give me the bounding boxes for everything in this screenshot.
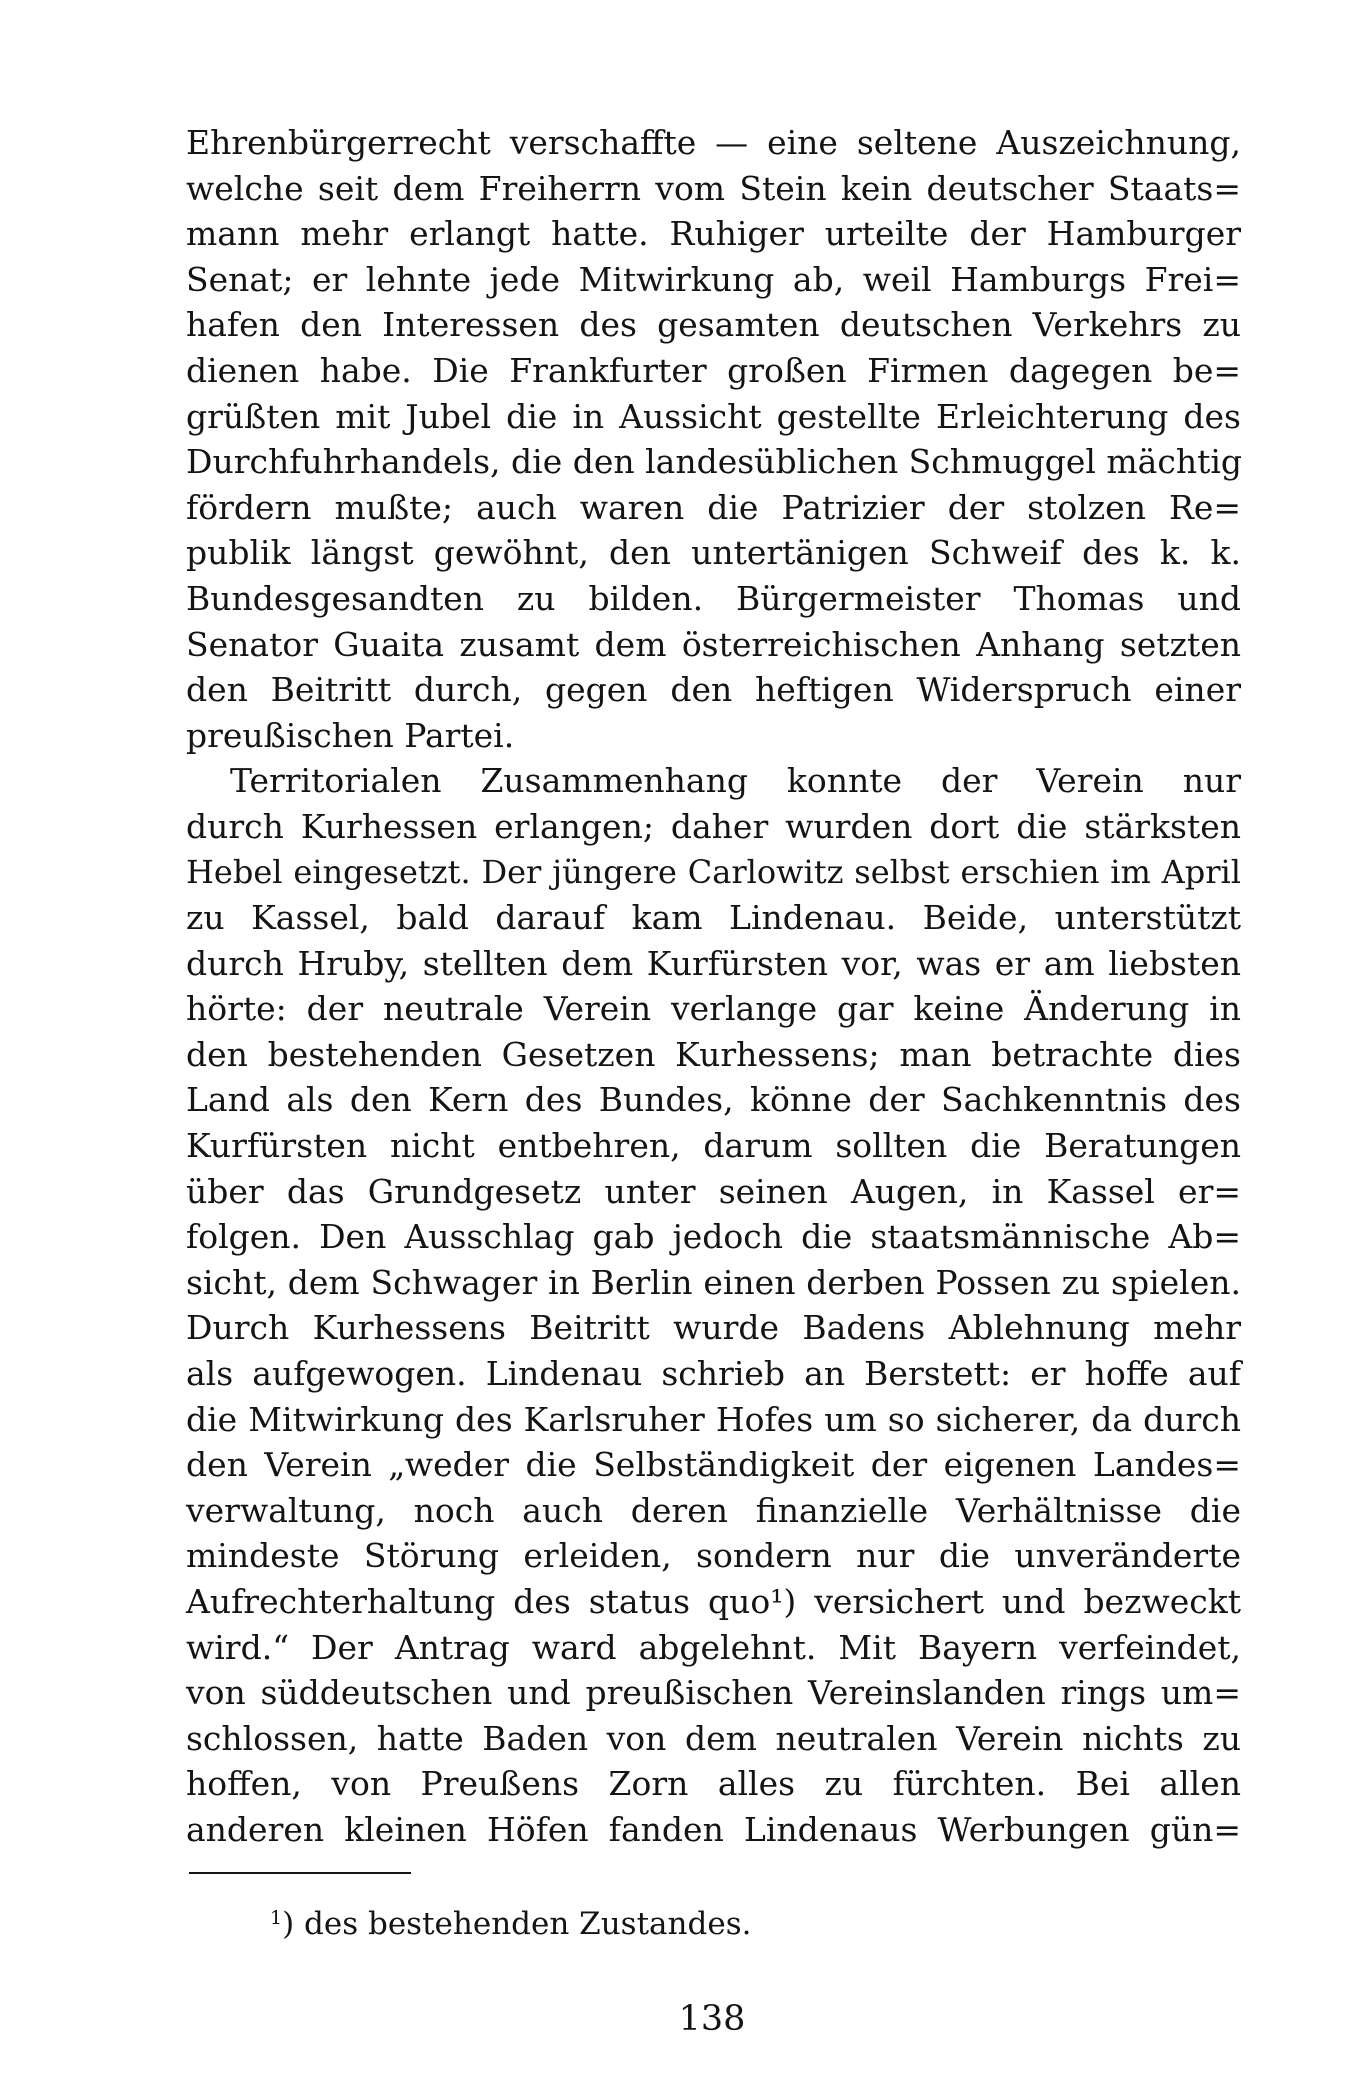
text-line: Kurfürsten nicht entbehren, darum sollten die Beratungen <box>186 1126 1241 1166</box>
text-line: grüßten mit Jubel die in Aussicht gestellte Erleichterung des <box>186 396 1241 436</box>
text-line: welche seit dem Freiherrn vom Stein kein deutscher Staats= <box>186 168 1241 208</box>
text-line: anderen kleinen Höfen fanden Lindenaus Werbungen gün= <box>186 1809 1241 1849</box>
text-line: Durchfuhrhandels, die den landesüblichen Schmuggel mächtig <box>186 442 1243 482</box>
text-line: dienen habe. Die Frankfurter großen Firmen dagegen be= <box>186 350 1241 390</box>
footnote-text: ) des bestehenden Zustandes. <box>282 1906 752 1942</box>
text-line: Durch Kurhessens Beitritt wurde Badens Ablehnung mehr <box>186 1308 1241 1348</box>
text-line: Senat; er lehnte jede Mitwirkung ab, weil Hamburgs Frei= <box>186 259 1241 299</box>
paragraph <box>186 758 1241 1852</box>
text-line: Ehrenbürgerrecht verschaffte — eine seltene Auszeichnung, <box>186 123 1241 162</box>
text-line: preußischen Partei. <box>186 715 515 755</box>
text-line: verwaltung, noch auch deren finanzielle Verhältnisse die <box>186 1490 1241 1530</box>
text-line: den bestehenden Gesetzen Kurhessens; man betrachte dies <box>186 1034 1241 1074</box>
text-line: Territorialen Zusammenhang konnte der Verein nur <box>230 761 1241 801</box>
text-line: durch Hruby, stellten dem Kurfürsten vor, was er am liebsten <box>186 943 1241 983</box>
text-line: mann mehr erlangt hatte. Ruhiger urteilte der Hamburger <box>186 214 1241 254</box>
text-line: durch Kurhessen erlangen; daher wurden dort die stärksten <box>186 806 1241 846</box>
text-line: wird.“ Der Antrag ward abgelehnt. Mit Bayern verfeindet, <box>186 1627 1241 1667</box>
text-line: schlossen, hatte Baden von dem neutralen Verein nichts zu <box>186 1718 1241 1758</box>
text-line: von süddeutschen und preußischen Vereinslanden rings um= <box>186 1673 1241 1713</box>
text-line: Hebel eingesetzt. Der jüngere Carlowitz selbst erschien im April <box>186 852 1241 891</box>
footnote-divider <box>189 1872 411 1874</box>
text-line: fördern mußte; auch waren die Patrizier der stolzen Re= <box>186 487 1241 527</box>
text-line: hörte: der neutrale Verein verlange gar keine Änderung in <box>186 989 1241 1029</box>
text-line: Land als den Kern des Bundes, könne der Sachkenntnis des <box>186 1080 1241 1120</box>
text-line: den Beitritt durch, gegen den heftigen Widerspruch einer <box>186 670 1241 710</box>
text-line: die Mitwirkung des Karlsruher Hofes um so sicherer, da durch <box>186 1399 1241 1439</box>
footnote <box>270 1896 751 1940</box>
body-text <box>186 120 1241 1853</box>
text-line: Bundesgesandten zu bilden. Bürgermeister Thomas und <box>186 578 1241 618</box>
text-line: über das Grundgesetz unter seinen Augen, in Kassel er= <box>186 1171 1241 1211</box>
footnote-marker: 1 <box>270 1907 283 1929</box>
text-line: hoffen, von Preußens Zorn alles zu fürchten. Bei allen <box>186 1764 1241 1804</box>
text-line: mindeste Störung erleiden, sondern nur die unveränderte <box>186 1536 1241 1576</box>
page-number <box>0 1997 1370 2041</box>
text-line: als aufgewogen. Lindenau schrieb an Berstett: er hoffe auf <box>186 1354 1241 1394</box>
text-line: zu Kassel, bald darauf kam Lindenau. Beide, unterstützt <box>186 898 1241 938</box>
text-line: den Verein „weder die Selbständigkeit der eigenen Landes= <box>186 1445 1241 1485</box>
text-line: hafen den Interessen des gesamten deutschen Verkehrs zu <box>186 305 1241 345</box>
page-number-text: 138 <box>678 1999 746 2039</box>
paragraph <box>186 120 1241 758</box>
text-line: folgen. Den Ausschlag gab jedoch die staatsmännische Ab= <box>186 1217 1241 1257</box>
text-line: publik längst gewöhnt, den untertänigen Schweif des k. k. <box>186 533 1241 573</box>
text-line: sicht, dem Schwager in Berlin einen derben Possen zu spielen. <box>186 1262 1241 1302</box>
text-line: Aufrechterhaltung des status quo¹) versichert und bezweckt <box>186 1582 1241 1621</box>
text-line: Senator Guaita zusamt dem österreichischen Anhang setzten <box>186 624 1241 664</box>
